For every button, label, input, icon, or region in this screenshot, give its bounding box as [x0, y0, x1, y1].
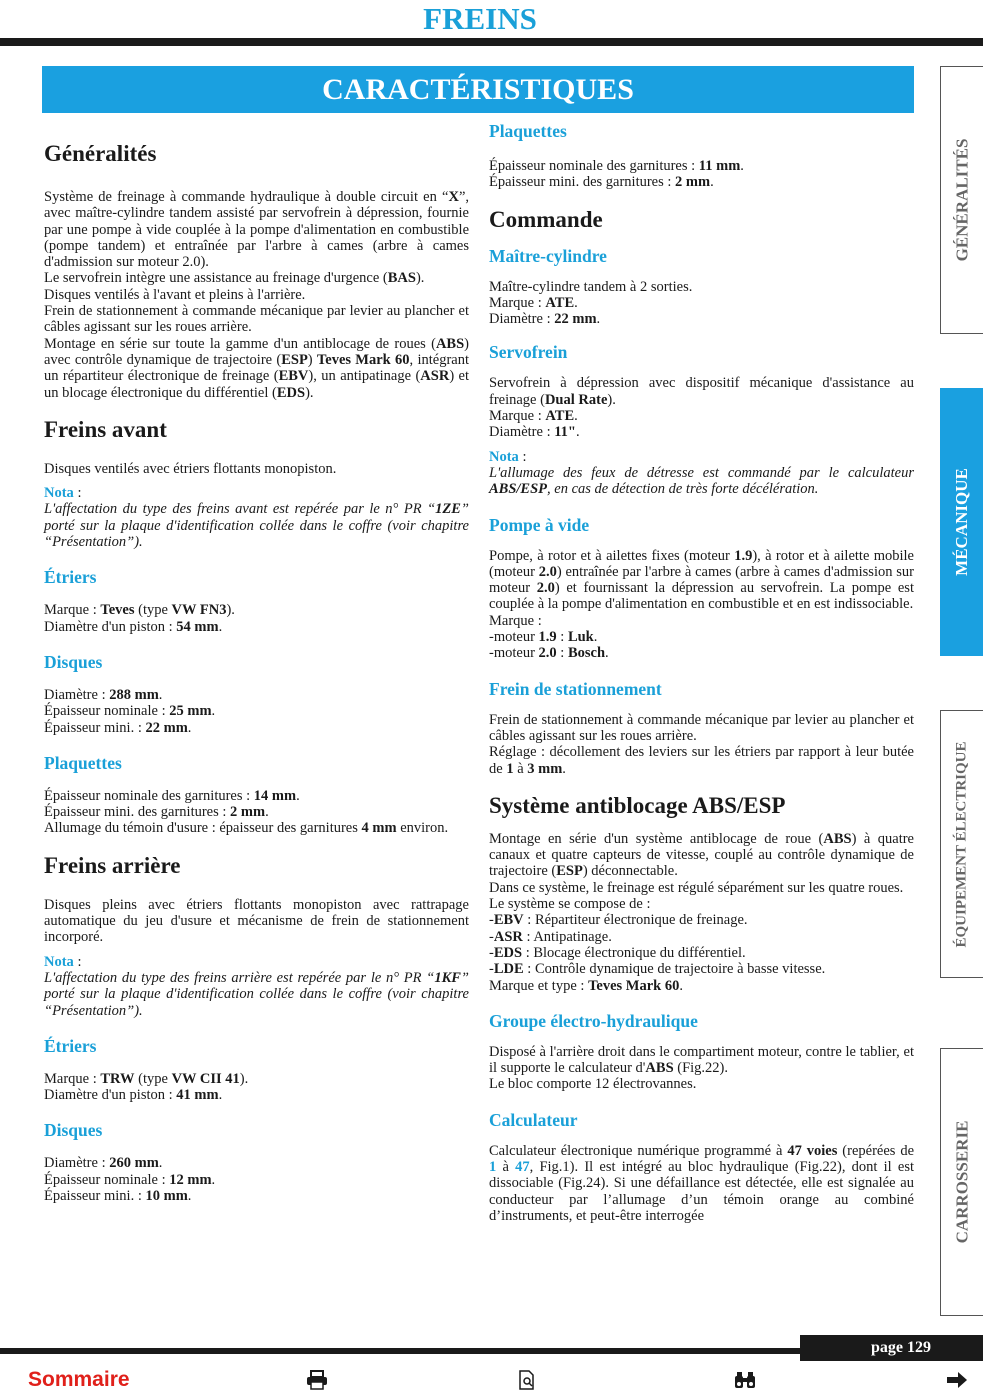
tab-generalites[interactable]: GÉNÉRALITÉS — [940, 66, 983, 334]
tab-equipement-electrique[interactable]: ÉQUIPEMENT ÉLECTRIQUE — [940, 710, 983, 978]
spec-line: Marque et type : Teves Mark 60. — [489, 977, 683, 994]
paragraph: Montage en série d'un système antiblocage de roue (ABS) à quatre canaux et quatre capteurs de vitesse, couplé au contrôle dynamique de trajectoire (ESP) déconnectable. — [489, 830, 914, 880]
spec-line: Marque : — [489, 612, 542, 629]
paragraph: Montage en série sur toute la gamme d'un antiblocage de roues (ABS) avec contrôle dynamique de trajectoire (ESP) Teves Mark 60, intégrant un répartiteur électronique de freinage (EBV), un antipatinage (ASR) et un blocage électronique du différentiel (EDS). — [44, 335, 470, 401]
subheading-servofrein: Servofrein — [489, 342, 568, 363]
header-rule — [0, 38, 983, 46]
spec-line: Allumage du témoin d'usure : épaisseur des garnitures 4 mm environ. — [44, 820, 449, 837]
nota: Nota : — [489, 448, 527, 465]
spec-line: -moteur 2.0 : Bosch. — [489, 645, 609, 662]
list-item: -EBV : Répartiteur électronique de freinage. — [489, 912, 748, 929]
heading-freins-avant: Freins avant — [44, 416, 167, 442]
spec-line: Marque : Teves (type VW FN3). — [44, 602, 235, 619]
paragraph: Disques ventilés avec étriers flottants monopiston. — [44, 460, 337, 477]
spec-line: Diamètre : 11". — [489, 424, 580, 441]
left-column — [44, 135, 469, 1204]
heading-generalites: Généralités — [44, 141, 157, 166]
spec-line: Marque : ATE. — [489, 294, 578, 311]
nota: Nota : — [44, 953, 82, 970]
note-text: L'affectation du type des freins arrière est repérée par le n° PR “1KF” porté sur la plaque d'identification collée dans le coffre (voir chapitre “Présentation”). — [44, 969, 469, 1019]
tab-carrosserie[interactable]: CARROSSERIE — [940, 1048, 983, 1316]
spec-line: Diamètre d'un piston : 41 mm. — [44, 1087, 223, 1104]
spec-line: Épaisseur mini. : 10 mm. — [44, 1187, 192, 1204]
heading-systeme-abs-esp: Système antiblocage ABS/ESP — [489, 792, 786, 818]
paragraph: Le bloc comporte 12 électrovannes. — [489, 1076, 697, 1093]
subheading-groupe-electro-hydraulique: Groupe électro-hydraulique — [489, 1010, 698, 1031]
heading-freins-arriere: Freins arrière — [44, 852, 181, 878]
paragraph: Le servofrein intègre une assistance au freinage d'urgence (BAS). — [44, 270, 425, 287]
spec-line: Épaisseur nominale : 25 mm. — [44, 703, 216, 720]
paragraph: Dans ce système, le freinage est régulé séparément sur les quatre roues. — [489, 879, 904, 896]
paragraph: Frein de stationnement à commande mécanique par levier au plancher et câbles agissant sur les roues arrière. — [489, 711, 914, 744]
spec-line: Marque : ATE. — [489, 408, 578, 425]
paragraph: Disques pleins avec étriers flottants monopiston avec rattrapage automatique du jeu d'usure et mécanisme de frein de stationnement incorporé. — [44, 896, 469, 946]
page-title: FREINS — [423, 1, 537, 36]
paragraph: Le système se compose de : — [489, 896, 651, 913]
spec-line: Épaisseur mini. : 22 mm. — [44, 719, 192, 736]
paragraph: Frein de stationnement à commande mécanique par levier au plancher et câbles agissant sur les roues arrière. — [44, 303, 469, 336]
spec-line: Épaisseur nominale : 12 mm. — [44, 1171, 216, 1188]
list-item: -EDS : Blocage électronique du différentiel. — [489, 944, 746, 961]
heading-commande: Commande — [489, 206, 603, 232]
subheading-etriers: Étriers — [44, 567, 97, 588]
spec-line: Épaisseur mini. des garnitures : 2 mm. — [489, 174, 714, 191]
list-item: -LDE : Contrôle dynamique de trajectoire à basse vitesse. — [489, 961, 826, 978]
arrow-right-icon[interactable] — [946, 1370, 968, 1395]
section-banner: CARACTÉRISTIQUES — [42, 66, 914, 113]
spec-line: Marque : TRW (type VW CII 41). — [44, 1070, 249, 1087]
paragraph: Maître-cylindre tandem à 2 sorties. — [489, 278, 693, 295]
list-item: -ASR : Antipatinage. — [489, 928, 612, 945]
paragraph: Pompe, à rotor et à ailettes fixes (moteur 1.9), à rotor et à ailette mobile (moteur 2.0) entraînée par l'arbre à cames (arbre à cames d'admission sur moteur 2.0) et fournissant la dépression au servofrein. La pompe est couplée à la pompe d'alimentation en combustible et en est indissociable. — [489, 547, 914, 613]
spec-line: Épaisseur nominale des garnitures : 11 mm. — [489, 158, 744, 174]
document-search-icon[interactable] — [518, 1370, 536, 1395]
printer-icon[interactable] — [306, 1370, 328, 1395]
spec-line: Diamètre d'un piston : 54 mm. — [44, 618, 223, 635]
paragraph: Disposé à l'arrière droit dans le compartiment moteur, contre le tablier, et il supporte le calculateur d'ABS (Fig.22). — [489, 1043, 914, 1077]
subheading-etriers: Étriers — [44, 1035, 97, 1056]
spec-line: -moteur 1.9 : Luk. — [489, 629, 598, 646]
subheading-plaquettes: Plaquettes — [44, 752, 122, 773]
nota: Nota : — [44, 485, 82, 502]
paragraph: Servofrein à dépression avec dispositif mécanique d'assistance au freinage (Dual Rate). — [489, 375, 914, 408]
paragraph: Système de freinage à commande hydraulique à double circuit en “X”, avec maître-cylindre tandem assisté par servofrein à dépression, fournie par une pompe à vide couplée à la pompe d'alimentation en combustible (pompe tandem) et entraînée par l'arbre à cames (arbre à cames d'admission sur moteur 2.0). — [44, 189, 469, 271]
subheading-disques: Disques — [44, 1120, 103, 1141]
tab-mecanique[interactable]: MÉCANIQUE — [940, 388, 983, 656]
page-number: page 129 — [800, 1335, 983, 1361]
subheading-plaquettes: Plaquettes — [489, 121, 567, 141]
right-column — [489, 120, 914, 1224]
subheading-frein-de-stationnement: Frein de stationnement — [489, 678, 662, 699]
binoculars-icon[interactable] — [733, 1370, 757, 1395]
spec-line: Épaisseur mini. des garnitures : 2 mm. — [44, 804, 269, 821]
spec-line: Diamètre : 260 mm. — [44, 1155, 163, 1172]
paragraph: Disques ventilés à l'avant et pleins à l'arrière. — [44, 286, 306, 303]
paragraph: Réglage : décollement des leviers sur les étriers par rapport à leur butée de 1 à 3 mm. — [489, 744, 914, 777]
subheading-calculateur: Calculateur — [489, 1109, 578, 1130]
subheading-maitre-cylindre: Maître-cylindre — [489, 245, 607, 266]
spec-line: Épaisseur nominale des garnitures : 14 mm. — [44, 787, 300, 804]
note-text: L'allumage des feux de détresse est commandé par le calculateur ABS/ESP, en cas de détection de très forte décélération. — [489, 464, 914, 498]
footer-nav — [0, 1366, 983, 1396]
subheading-pompe-a-vide: Pompe à vide — [489, 514, 590, 535]
spec-line: Diamètre : 22 mm. — [489, 311, 601, 328]
note-text: L'affectation du type des freins avant est repérée par le n° PR “1ZE” porté sur la plaque d'identification collée dans le coffre (voir chapitre “Présentation”). — [44, 501, 469, 551]
sommaire-link[interactable]: Sommaire — [28, 1368, 130, 1391]
subheading-disques: Disques — [44, 651, 103, 672]
paragraph: Calculateur électronique numérique programmé à 47 voies (repérées de 1 à 47, Fig.1). Il est intégré au bloc hydraulique (Fig.22), dont il est dissociable (Fig.24). Si une défaillance est détectée, elle est signalée au conducteur par l’allumage d’un témoin orange au combiné d’instruments, et peut-être interrogée — [489, 1142, 915, 1224]
spec-line: Diamètre : 288 mm. — [44, 686, 163, 703]
